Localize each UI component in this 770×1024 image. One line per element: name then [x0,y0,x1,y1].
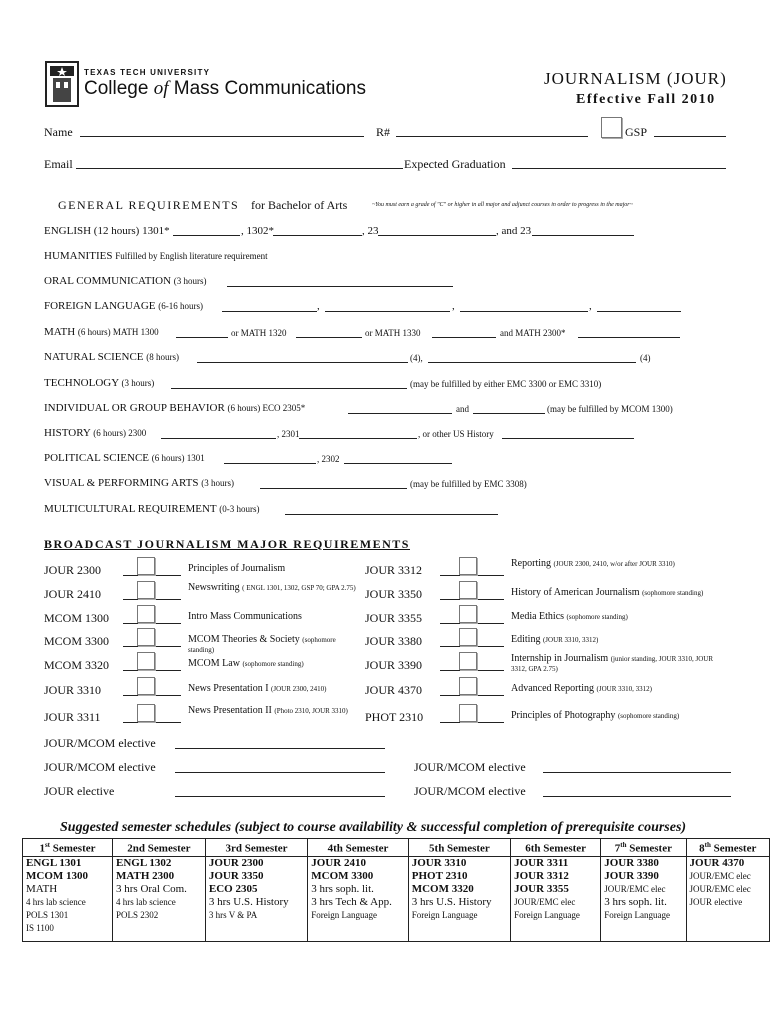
history-2301-field[interactable] [299,438,417,439]
foreign-sep-3: , [589,300,592,312]
political-science-label: POLITICAL SCIENCE (6 hours) 1301 [44,452,205,464]
r-number-field[interactable] [396,136,588,137]
math-or-1330: or MATH 1330 [365,328,421,338]
elective-right-2: JOUR/MCOM elective [414,784,526,798]
left-course-code: JOUR 3310 [44,683,102,697]
english-field-2[interactable] [273,235,362,236]
semester-header-7: 7th Semester [601,839,686,857]
science-hours-2: (4) [640,353,651,363]
elective-left-3: JOUR elective [44,784,115,798]
humanities-label: HUMANITIES Fulfilled by English literature requirement [44,250,268,262]
left-course-code: MCOM 3320 [44,658,110,672]
right-course-grade-field[interactable] [440,575,504,576]
semester-courses-2 [113,856,206,941]
technology-field[interactable] [171,388,407,389]
individual-field-2[interactable] [473,413,545,414]
elective-right-1-field[interactable] [543,772,731,773]
eco-2305-field[interactable] [348,413,452,414]
right-course-title: Internship in Journalism (junior standing, JOUR 3310, JOUR 3312, GPA 2.75) [511,653,713,673]
left-course-title: Principles of Journalism [188,563,286,574]
right-course-title: Reporting (JOUR 2300, 2410, w/or after JOUR 3310) [511,558,675,569]
course-entry: Foreign Language [411,909,478,920]
course-entry: JOUR elective [689,896,743,907]
course-entry: ECO 2305 [208,882,258,895]
oral-communication-label: ORAL COMMUNICATION (3 hours) [44,275,207,287]
course-entry: PHOT 2310 [411,869,468,882]
university-name: TEXAS TECH UNIVERSITY [84,68,211,77]
left-course-grade-field[interactable] [123,670,181,671]
course-entry: JOUR/EMC elec [689,870,751,881]
semester-header-2: 2nd Semester [113,839,206,857]
left-course-code: JOUR 2410 [44,587,102,601]
english-field-4[interactable] [532,235,634,236]
math-1330-field[interactable] [432,337,496,338]
math-1300-field[interactable] [176,337,228,338]
grade-note: ~You must earn a grade of "C" or higher in all major and adjunct courses in order to progress in the major~ [372,202,633,208]
left-course-checkbox[interactable] [137,652,155,670]
english-field-3[interactable] [378,235,496,236]
english-sep-3: , and 23 [496,225,532,237]
semester-header-5: 5th Semester [408,839,510,857]
name-label: Name [44,125,73,139]
right-course-grade-field[interactable] [440,722,504,723]
left-course-grade-field[interactable] [123,646,181,647]
right-course-title: Principles of Photography (sophomore standing) [511,710,680,721]
semester-header-6: 6th Semester [511,839,601,857]
multicultural-label: MULTICULTURAL REQUIREMENT (0-3 hours) [44,503,260,515]
course-entry: MCOM 3300 [311,869,374,882]
tower-seal-icon [44,60,80,110]
history-sep: , 2301 [277,429,300,439]
left-course-grade-field[interactable] [123,599,181,600]
math-2300-field[interactable] [578,337,680,338]
course-entry: IS 1100 [26,922,54,933]
left-course-checkbox[interactable] [137,557,155,575]
course-entry: Foreign Language [514,909,580,920]
course-entry: 4 hrs lab science [116,896,176,907]
left-course-checkbox[interactable] [137,677,155,695]
course-entry: Foreign Language [311,909,377,920]
course-entry: JOUR/EMC elec [604,883,666,894]
gsp-label: GSP [625,125,648,139]
history-other-field[interactable] [502,438,634,439]
gsp-field[interactable] [654,136,726,137]
science-hours-1: (4), [410,353,423,363]
left-course-code: MCOM 1300 [44,611,110,625]
right-course-code: PHOT 2310 [365,710,424,724]
course-entry: JOUR 3312 [514,869,569,882]
right-course-checkbox[interactable] [459,628,477,646]
semester-courses-5 [408,856,510,941]
right-course-code: JOUR 3355 [365,611,423,625]
right-course-grade-field[interactable] [440,695,504,696]
math-label: MATH (6 hours) MATH 1300 [44,326,159,338]
course-entry: JOUR 4370 [689,856,745,869]
polisci-sep: , 2302 [317,454,340,464]
foreign-field-2[interactable] [325,311,450,312]
course-entry: 3 hrs U.S. History [208,895,289,908]
course-entry: 3 hrs V & PA [208,909,258,920]
course-entry: 3 hrs Tech & App. [311,895,392,908]
left-course-checkbox[interactable] [137,581,155,599]
right-course-grade-field[interactable] [440,599,504,600]
left-course-checkbox[interactable] [137,605,155,623]
math-1320-field[interactable] [296,337,362,338]
right-course-code: JOUR 4370 [365,683,423,697]
visual-arts-note: (may be fulfilled by EMC 3308) [410,479,527,489]
semester-header-8: 8th Semester [686,839,769,857]
semester-courses-1 [23,856,113,941]
course-entry: ENGL 1301 [26,856,82,869]
elective-left-3-field[interactable] [175,796,385,797]
left-course-title: Intro Mass Communications [188,611,302,622]
right-course-code: JOUR 3390 [365,658,423,672]
visual-arts-field[interactable] [260,488,407,489]
general-requirements-heading: GENERAL REQUIREMENTS [58,198,240,212]
semester-table [22,838,770,942]
left-course-grade-field[interactable] [123,695,181,696]
natural-science-label: NATURAL SCIENCE (8 hours) [44,351,180,363]
left-course-title: Newswriting ( ENGL 1301, 1302, GSP 70; GPA 2.75) [188,582,356,593]
elective-right-1: JOUR/MCOM elective [414,760,526,774]
course-entry: 3 hrs U.S. History [411,895,492,908]
semester-courses-8 [686,856,769,941]
major-requirements-heading: BROADCAST JOURNALISM MAJOR REQUIREMENTS [44,537,410,551]
polisci-2302-field[interactable] [344,463,452,464]
semester-courses-7 [601,856,686,941]
course-entry: MATH 2300 [116,869,175,882]
semester-header-3: 3rd Semester [205,839,307,857]
course-entry: Foreign Language [604,909,670,920]
english-sep-1: , 1302* [241,225,274,237]
right-course-checkbox[interactable] [459,652,477,670]
email-field[interactable] [76,168,403,169]
course-entry: JOUR 3311 [514,856,569,869]
technology-label: TECHNOLOGY (3 hours) [44,377,155,389]
effective-date: Effective Fall 2010 [576,92,716,107]
left-course-checkbox[interactable] [137,628,155,646]
course-entry: JOUR 3390 [604,869,659,882]
semester-courses-3 [205,856,307,941]
individual-note: (may be fulfilled by MCOM 1300) [547,404,673,414]
course-entry: MCOM 3320 [411,882,474,895]
semester-courses-4 [308,856,408,941]
multicultural-field[interactable] [285,514,498,515]
foreign-field-3[interactable] [460,311,588,312]
foreign-language-label: FOREIGN LANGUAGE (6-16 hours) [44,300,204,312]
course-entry: JOUR 3380 [604,856,659,869]
individual-behavior-label: INDIVIDUAL OR GROUP BEHAVIOR (6 hours) ECO 2305* [44,402,306,414]
elective-left-1-field[interactable] [175,748,385,749]
expected-graduation-field[interactable] [512,168,726,169]
right-course-grade-field[interactable] [440,623,504,624]
course-entry: MCOM 1300 [26,869,89,882]
r-number-label: R# [376,125,391,139]
right-course-title: Media Ethics (sophomore standing) [511,611,628,622]
right-course-checkbox[interactable] [459,557,477,575]
right-course-code: JOUR 3350 [365,587,423,601]
math-and-2300: and MATH 2300* [500,328,566,338]
semester-header-1: 1st Semester [23,839,113,857]
left-course-title: News Presentation I (JOUR 2300, 2410) [188,683,327,694]
name-field[interactable] [80,136,364,137]
course-entry: 3 hrs soph. lit. [311,882,374,895]
right-course-code: JOUR 3380 [365,634,423,648]
english-label: ENGLISH (12 hours) 1301* [44,225,170,237]
course-entry: 3 hrs soph. lit. [604,895,667,908]
suggested-schedules-title: Suggested semester schedules (subject to course availability & successful completion of prerequisite courses) [60,820,687,835]
science-field-1[interactable] [197,362,408,363]
right-course-checkbox[interactable] [459,677,477,695]
oral-communication-field[interactable] [227,286,453,287]
course-entry: JOUR 3350 [208,869,264,882]
foreign-sep-1: , [317,300,320,312]
course-entry: MATH [26,882,58,895]
left-course-title: MCOM Law (sophomore standing) [188,658,304,669]
course-entry: ENGL 1302 [116,856,172,869]
course-entry: JOUR 2410 [311,856,366,869]
history-label: HISTORY (6 hours) 2300 [44,427,147,439]
right-course-checkbox[interactable] [459,605,477,623]
semester-courses-6 [511,856,601,941]
page-title: JOURNALISM (JOUR) [544,69,727,88]
college-name: College of Mass Communications [84,78,366,99]
elective-left-2: JOUR/MCOM elective [44,760,156,774]
right-course-title: Advanced Reporting (JOUR 3310, 3312) [511,683,652,694]
right-course-code: JOUR 3312 [365,563,423,577]
expected-graduation-label: Expected Graduation [404,157,506,171]
course-entry: POLS 2302 [116,909,159,920]
left-course-grade-field[interactable] [123,575,181,576]
course-entry: JOUR 3310 [411,856,467,869]
email-label: Email [44,157,73,171]
elective-left-2-field[interactable] [175,772,385,773]
elective-right-2-field[interactable] [543,796,731,797]
technology-note: (may be fulfilled by either EMC 3300 or EMC 3310) [410,379,602,389]
individual-and: and [456,404,469,414]
left-course-grade-field[interactable] [123,623,181,624]
course-entry: POLS 1301 [26,909,69,920]
course-entry: 3 hrs Oral Com. [116,882,187,895]
semester-header-4: 4th Semester [308,839,408,857]
left-course-grade-field[interactable] [123,722,181,723]
general-heading-tail: for Bachelor of Arts [251,198,348,212]
right-course-grade-field[interactable] [440,646,504,647]
foreign-field-1[interactable] [222,311,317,312]
history-or: , or other US History [418,429,494,439]
left-course-title: MCOM Theories & Society (sophomore standing) [188,634,336,654]
course-entry: JOUR 2300 [208,856,264,869]
history-2300-field[interactable] [161,438,276,439]
right-course-title: Editing (JOUR 3310, 3312) [511,634,599,645]
polisci-1301-field[interactable] [224,463,316,464]
course-entry: JOUR/EMC elec [689,883,751,894]
visual-arts-label: VISUAL & PERFORMING ARTS (3 hours) [44,477,234,489]
english-sep-2: , 23 [362,225,379,237]
foreign-field-4[interactable] [597,311,681,312]
english-field-1[interactable] [173,235,240,236]
gsp-checkbox[interactable] [601,117,622,138]
foreign-sep-2: , [452,300,455,312]
course-entry: 4 hrs lab science [26,896,86,907]
science-field-2[interactable] [428,362,636,363]
right-course-title: History of American Journalism (sophomore standing) [511,587,704,598]
left-course-code: JOUR 2300 [44,563,102,577]
course-entry: JOUR/EMC elec [514,896,576,907]
right-course-checkbox[interactable] [459,581,477,599]
left-course-code: MCOM 3300 [44,634,110,648]
elective-left-1: JOUR/MCOM elective [44,736,156,750]
right-course-grade-field[interactable] [440,670,504,671]
course-entry: JOUR 3355 [514,882,569,895]
left-course-checkbox[interactable] [137,704,155,722]
math-or-1320: or MATH 1320 [231,328,287,338]
left-course-title: News Presentation II (Photo 2310, JOUR 3310) [188,705,348,716]
right-course-checkbox[interactable] [459,704,477,722]
left-course-code: JOUR 3311 [44,710,101,724]
